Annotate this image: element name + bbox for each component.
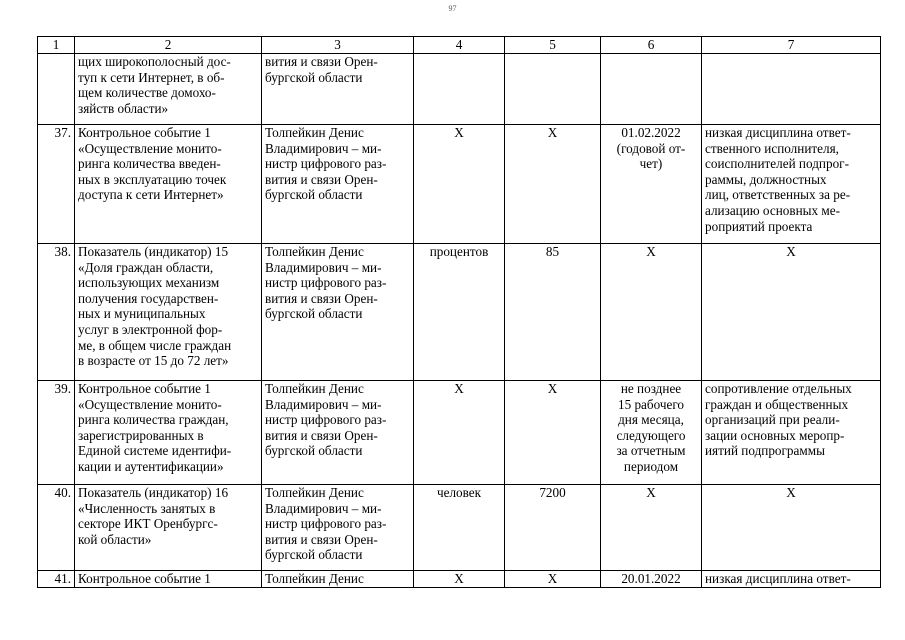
col-header: 7 [702,37,881,54]
row-number: 37. [38,125,75,244]
col-header: 3 [262,37,414,54]
unit [414,54,505,125]
col-header: 4 [414,37,505,54]
deadline: не позднее 15 рабочего дня месяца, следующего за отчетным периодом [601,381,702,485]
responsible-person: вития и связи Орен- бургской области [262,54,414,125]
page-number: 97 [448,4,457,13]
planned-value: Х [505,571,601,588]
deadline: Х [601,485,702,571]
col-header: 5 [505,37,601,54]
measure-name: щих широкополосный дос- туп к сети Интернет, в об- щем количестве домохо- зяйств области» [75,54,262,125]
responsible-person: Толпейкин Денис Владимирович – ми- нистр цифрового раз- вития и связи Орен- бургской области [262,485,414,571]
row-number: 39. [38,381,75,485]
row-number: 41. [38,571,75,588]
col-header: 6 [601,37,702,54]
unit: Х [414,125,505,244]
row-number: 38. [38,244,75,381]
measures-table [37,36,881,588]
unit: Х [414,381,505,485]
table-row [38,244,881,381]
responsible-person: Толпейкин Денис Владимирович – ми- нистр цифрового раз- вития и связи Орен- бургской области [262,125,414,244]
risk: сопротивление отдельных граждан и общественных организаций при реали- зации основных меропр- иятий подпрограммы [702,381,881,485]
planned-value: 7200 [505,485,601,571]
col-header: 1 [38,37,75,54]
table-row [38,125,881,244]
table-row [38,485,881,571]
responsible-person: Толпейкин Денис Владимирович – ми- нистр цифрового раз- вития и связи Орен- бургской области [262,381,414,485]
responsible-person: Толпейкин Денис Владимирович – ми- нистр цифрового раз- вития и связи Орен- бургской области [262,244,414,381]
table-row [38,381,881,485]
responsible-person: Толпейкин Денис [262,571,414,588]
table-row [38,54,881,125]
planned-value: Х [505,125,601,244]
risk: низкая дисциплина ответ- [702,571,881,588]
risk: Х [702,485,881,571]
col-header: 2 [75,37,262,54]
measure-name: Контрольное событие 1 «Осуществление монито- ринга количества граждан, зарегистрированных в Единой системе идентифи- кации и аутентификации» [75,381,262,485]
row-number: 40. [38,485,75,571]
table-row [38,571,881,588]
unit: человек [414,485,505,571]
deadline: Х [601,244,702,381]
deadline: 20.01.2022 [601,571,702,588]
unit: процентов [414,244,505,381]
risk: Х [702,244,881,381]
planned-value [505,54,601,125]
deadline [601,54,702,125]
deadline: 01.02.2022 (годовой от- чет) [601,125,702,244]
risk [702,54,881,125]
measure-name: Контрольное событие 1 [75,571,262,588]
unit: Х [414,571,505,588]
row-number [38,54,75,125]
measure-name: Контрольное событие 1 «Осуществление монито- ринга количества введен- ных в эксплуатацию точек доступа к сети Интернет» [75,125,262,244]
planned-value: Х [505,381,601,485]
measure-name: Показатель (индикатор) 16 «Численность занятых в секторе ИКТ Оренбургс- кой области» [75,485,262,571]
risk: низкая дисциплина ответ- ственного исполнителя, соисполнителей подпрог- раммы, должностных лиц, ответственных за ре- ализацию основных ме- роприятий проекта [702,125,881,244]
column-number-header-row [38,37,881,54]
planned-value: 85 [505,244,601,381]
measure-name: Показатель (индикатор) 15 «Доля граждан области, использующих механизм получения государствен- ных и муниципальных услуг в электронной фор- ме, в общем числе граждан в возрасте от 15 до 72 лет» [75,244,262,381]
